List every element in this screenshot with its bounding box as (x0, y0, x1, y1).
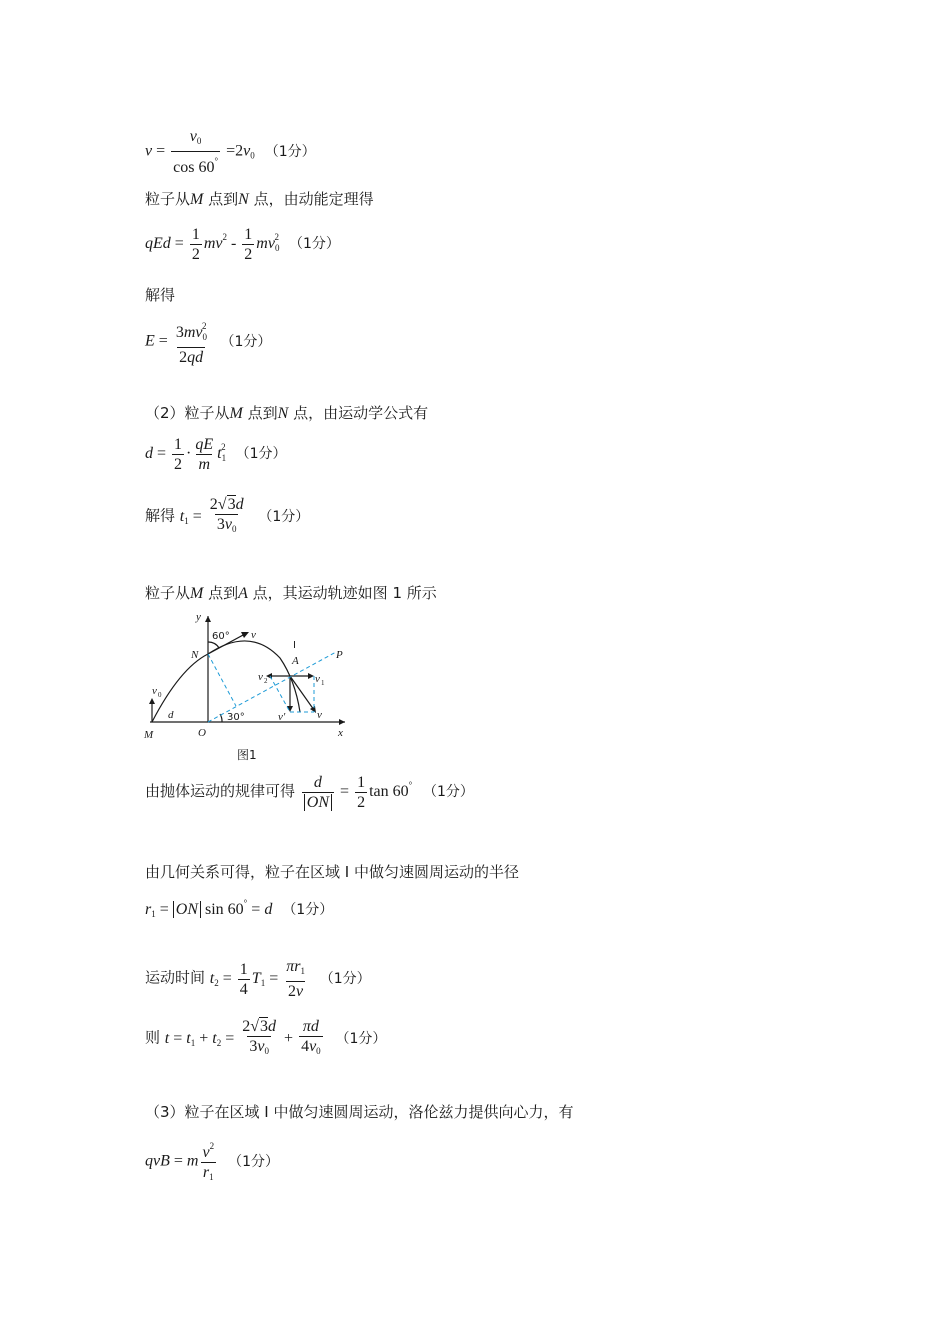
text-part-2-intro: （2）粒子从M 点到N 点，由运动学公式有 (145, 404, 429, 422)
score-5: （1分） (258, 508, 310, 525)
equation-projectile: 由抛体运动的规律可得 $\frac{d}{ON}$ = $\frac{1}{2}$ tan 60° （1分） (145, 774, 474, 811)
equation-radius: $r_1$ = ON sin 60° = d （1分） (145, 898, 334, 919)
label-angle-60: 60° (212, 631, 230, 642)
label-angle-30: 30° (227, 712, 245, 723)
svg-text:0: 0 (158, 691, 162, 699)
label-A: A (292, 655, 299, 667)
equation-total-time: 则 $t = t_1 + t_2$ = $\frac{2√3d}{3v_0}$ + $\frac{\pi d}{4v_0}$ （1分） (145, 1018, 386, 1060)
label-N: N (191, 649, 199, 661)
equation-time-t1: 解得 $t_1$ = $\frac{2√3d}{3v_0}$ （1分） (145, 496, 309, 538)
score-4: （1分） (235, 446, 287, 463)
x-axis-arrow (339, 719, 345, 725)
equation-time-t2: 运动时间 $t_2$ = $\frac{1}{4}$ $T_1$ = $\frac{\pi r_1}{2v}$ （1分） (145, 958, 371, 1000)
score-6: （1分） (423, 784, 474, 801)
label-region-I: I (293, 640, 296, 651)
equation-kinetic-energy: qEd = $\frac{1}{2}$ $mv^2$ - $\frac{1}{2}$ $mv_0^2$ （1分） (145, 226, 340, 263)
score-2: （1分） (288, 236, 340, 253)
label-v-prime: v' (278, 711, 286, 723)
text-kinetic-energy-intro: 粒子从M 点到N 点，由动能定理得 (145, 190, 374, 208)
label-d: d (168, 709, 174, 721)
score-3: （1分） (220, 333, 272, 350)
label-v0: v (152, 685, 157, 697)
label-x: x (338, 727, 343, 739)
radius-dashed (208, 654, 236, 706)
text-part-3-intro: （3）粒子在区域 I 中做匀速圆周运动，洛伦兹力提供向心力，有 (145, 1103, 574, 1121)
label-M: M (144, 729, 154, 741)
score-1: （1分） (264, 143, 316, 160)
equation-displacement: d = $\frac{1}{2}$ · $\frac{qE}{m}$ $t_1^2$ （1分） (145, 436, 287, 473)
y-axis-arrow (205, 616, 211, 622)
equation-lorentz-force: qvB = m $\frac{v^2}{r_1}$ （1分） (145, 1138, 279, 1186)
svg-text:2: 2 (264, 677, 268, 685)
trajectory-figure (140, 608, 360, 744)
score-7: （1分） (282, 902, 334, 918)
parabola-trajectory (152, 654, 208, 722)
score-10: （1分） (228, 1153, 279, 1170)
figure-caption: 图1 (237, 748, 257, 762)
text-solve-1: 解得 (145, 286, 176, 304)
v-resultant-arrow (290, 676, 314, 710)
svg-text:1: 1 (321, 679, 325, 687)
label-v-top: v (251, 629, 256, 641)
dashed-v2-v (270, 676, 290, 712)
label-y: y (196, 611, 201, 623)
equation-velocity: v = $\frac{v_0}{\cos 60^\circ}$ $=2v_0$ （1分） (145, 128, 316, 176)
text-trajectory-intro: 粒子从M 点到A 点，其运动轨迹如图 1 所示 (145, 584, 437, 602)
score-8: （1分） (319, 970, 371, 987)
label-v1: v (315, 673, 320, 685)
text-geometry: 由几何关系可得，粒子在区域 I 中做匀速圆周运动的半径 (145, 863, 519, 881)
label-v-bottom: v (317, 709, 322, 721)
label-v2: v (258, 671, 263, 683)
angle-60-arc (208, 642, 219, 648)
label-P: P (336, 649, 343, 661)
label-O: O (198, 727, 206, 739)
score-9: （1分） (335, 1030, 387, 1047)
equation-field-strength: E = $\frac{3mv_0^2}{2qd}$ （1分） (145, 321, 272, 366)
